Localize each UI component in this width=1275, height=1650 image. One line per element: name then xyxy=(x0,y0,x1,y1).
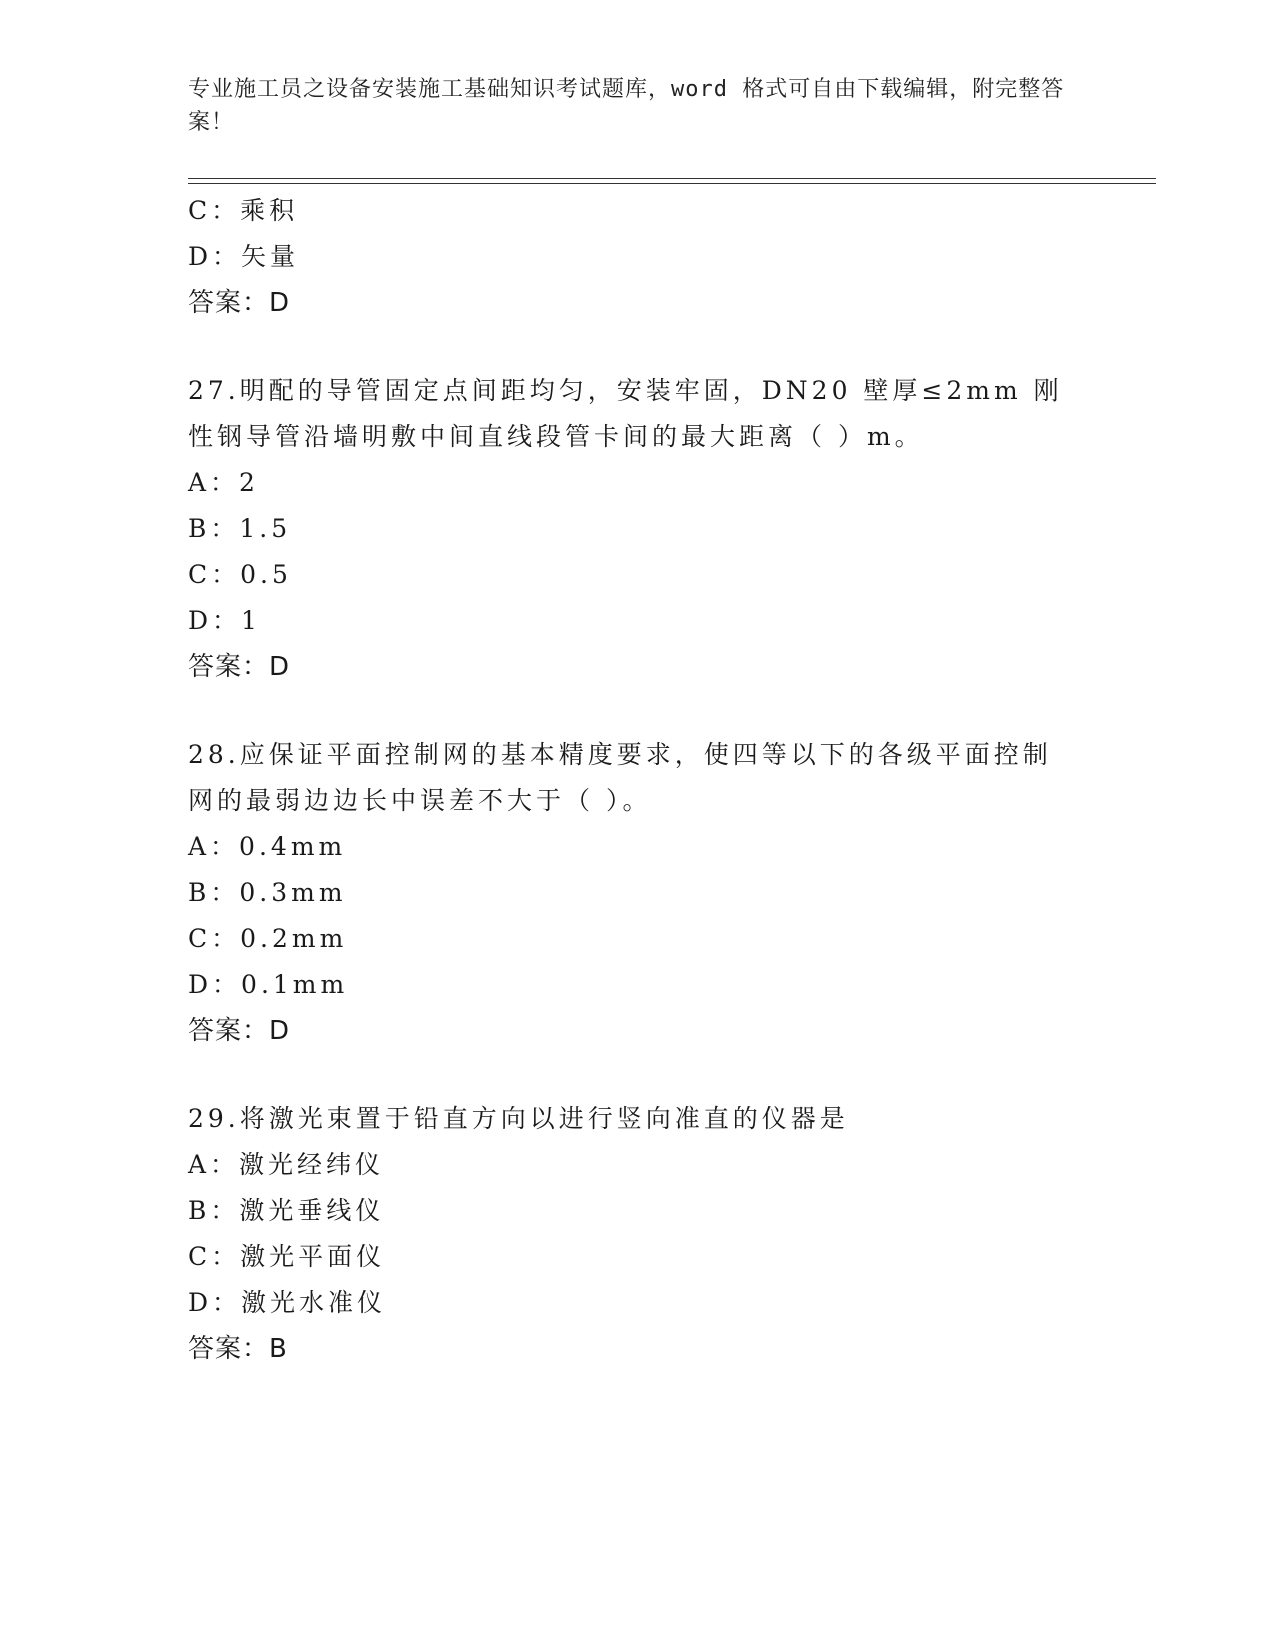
question-title: 27.明配的导管固定点间距均匀，安装牢固，DN20 壁厚≤2mm 刚性钢导管沿墙明敷中间直线段管卡间的最大距离（ ）m。 xyxy=(188,376,1063,451)
option-b: B：激光垂线仪 xyxy=(188,1196,385,1225)
answer-line: 答案：B xyxy=(188,1334,288,1364)
option-d: D：矢量 xyxy=(188,242,300,271)
option-d: D：激光水准仪 xyxy=(188,1288,387,1317)
spacer xyxy=(188,1054,1088,1096)
answer-line: 答案：D xyxy=(188,652,291,682)
question-27 xyxy=(188,368,1088,690)
question-title: 28.应保证平面控制网的基本精度要求，使四等以下的各级平面控制网的最弱边边长中误差不大于（ ）。 xyxy=(188,740,1052,815)
header-text: 专业施工员之设备安装施工基础知识考试题库，word 格式可自由下载编辑，附完整答案！ xyxy=(188,77,1065,135)
option-c: C：激光平面仪 xyxy=(188,1242,386,1271)
option-c: C：0.5 xyxy=(188,560,292,589)
question-28 xyxy=(188,732,1088,1054)
spacer xyxy=(188,690,1088,732)
option-a: A：激光经纬仪 xyxy=(188,1150,385,1179)
header-divider-top xyxy=(188,178,1156,179)
page-header xyxy=(188,73,1068,139)
option-b: B：1.5 xyxy=(188,514,292,543)
spacer xyxy=(188,326,1088,368)
header-divider-bottom xyxy=(188,183,1156,184)
question-continued xyxy=(188,188,1088,326)
answer-line: 答案：D xyxy=(188,288,291,318)
question-29 xyxy=(188,1096,1088,1372)
question-list xyxy=(188,188,1088,1372)
option-a: A：2 xyxy=(188,468,259,497)
option-b: B：0.3mm xyxy=(188,878,347,907)
answer-line: 答案：D xyxy=(188,1016,291,1046)
option-c: C：0.2mm xyxy=(188,924,348,953)
option-d: D：0.1mm xyxy=(188,970,349,999)
option-d: D：1 xyxy=(188,606,261,635)
option-c: C：乘积 xyxy=(188,196,299,225)
option-a: A：0.4mm xyxy=(188,832,347,861)
question-title: 29.将激光束置于铅直方向以进行竖向准直的仪器是 xyxy=(188,1104,849,1133)
